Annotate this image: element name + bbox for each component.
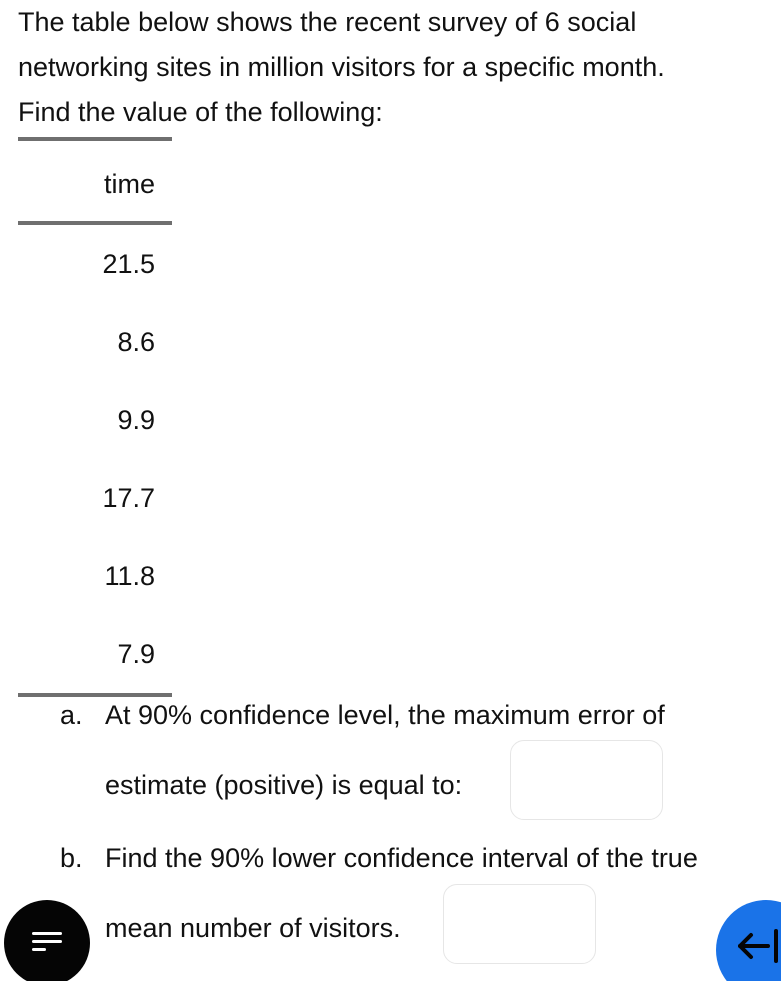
table-row: 9.9	[117, 405, 155, 435]
table-header: time	[103, 169, 155, 199]
answer-b-input[interactable]	[443, 884, 596, 964]
question-a-text: At 90% confidence level, the maximum error of	[105, 700, 665, 730]
problem-line-2: networking sites in million visitors for a specific month.	[18, 52, 665, 82]
question-a-line-2: estimate (positive) is equal to:	[105, 770, 463, 800]
table-row: 21.5	[102, 249, 155, 279]
menu-button[interactable]	[4, 900, 90, 981]
table-row: 11.8	[104, 561, 155, 591]
question-b-text: Find the 90% lower confidence interval of the true	[105, 843, 698, 873]
question-b-marker: b.	[60, 843, 83, 873]
question-a-marker: a.	[60, 700, 83, 730]
back-button[interactable]	[716, 900, 781, 981]
table-row: 8.6	[117, 327, 155, 357]
data-table	[18, 137, 172, 697]
problem-line-1: The table below shows the recent survey of 6 social	[18, 7, 637, 37]
table-row: 7.9	[117, 639, 155, 669]
problem-line-3: Find the value of the following:	[18, 97, 383, 127]
arrow-left-bar-icon	[738, 928, 781, 964]
question-a-line-1	[60, 695, 665, 735]
menu-lines-icon	[32, 932, 62, 956]
table-row: 17.7	[102, 483, 155, 513]
problem-statement	[18, 0, 768, 135]
question-b-line-2: mean number of visitors.	[105, 913, 401, 943]
answer-a-input[interactable]	[510, 740, 663, 820]
question-b-line-1	[60, 838, 698, 878]
